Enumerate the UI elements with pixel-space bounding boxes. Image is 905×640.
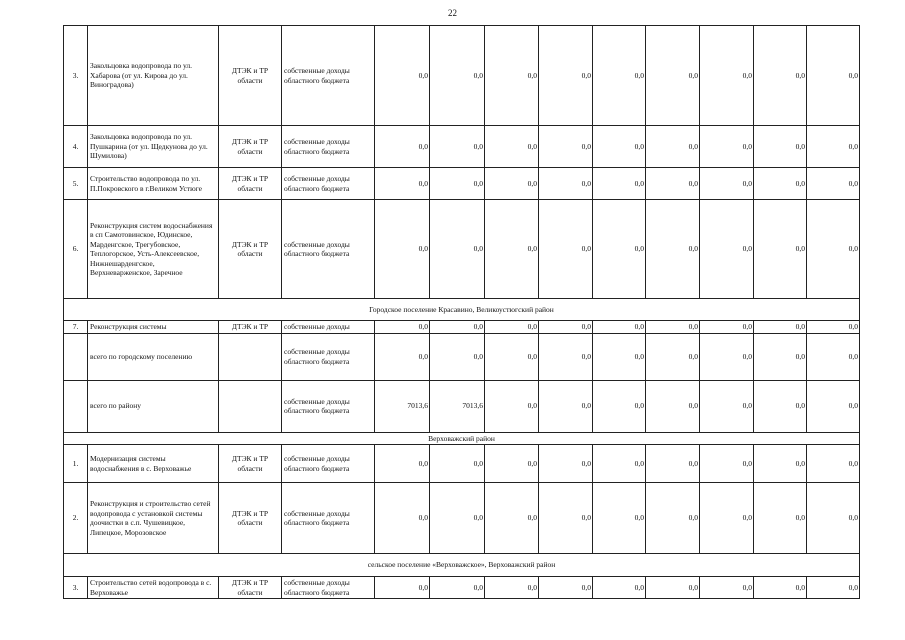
value-cell: 0,0 xyxy=(646,577,700,599)
value-cell: 0,0 xyxy=(375,577,430,599)
value-cell: 0,0 xyxy=(485,321,539,334)
value-cell: 0,0 xyxy=(593,321,646,334)
value-cell: 0,0 xyxy=(807,380,860,432)
value-cell: 0,0 xyxy=(430,26,485,126)
funding-source: собственные доходы областного бюджета xyxy=(282,333,375,380)
executor: ДТЭК и ТР области xyxy=(219,483,282,554)
table-row xyxy=(64,200,860,299)
value-cell: 0,0 xyxy=(430,483,485,554)
value-cell: 0,0 xyxy=(646,126,700,168)
section-title: сельское поселение «Верховажское», Верховажский район xyxy=(64,554,860,577)
value-cell: 0,0 xyxy=(646,26,700,126)
funding-source: собственные доходы областного бюджета xyxy=(282,126,375,168)
value-cell: 0,0 xyxy=(593,577,646,599)
table-row xyxy=(64,577,860,599)
row-number: 3. xyxy=(64,577,88,599)
section-row xyxy=(64,554,860,577)
value-cell: 0,0 xyxy=(485,483,539,554)
value-cell: 0,0 xyxy=(754,445,807,483)
value-cell: 0,0 xyxy=(807,445,860,483)
executor: ДТЭК и ТР области xyxy=(219,200,282,299)
table-row xyxy=(64,126,860,168)
measure-name: всего по району xyxy=(88,380,219,432)
value-cell: 0,0 xyxy=(485,126,539,168)
value-cell: 0,0 xyxy=(375,200,430,299)
value-cell: 0,0 xyxy=(700,577,754,599)
value-cell: 0,0 xyxy=(700,168,754,200)
executor xyxy=(219,333,282,380)
row-number: 1. xyxy=(64,445,88,483)
value-cell: 0,0 xyxy=(539,333,593,380)
value-cell: 0,0 xyxy=(430,445,485,483)
value-cell: 0,0 xyxy=(754,483,807,554)
funding-source: собственные доходы областного бюджета xyxy=(282,483,375,554)
funding-source: собственные доходы областного бюджета xyxy=(282,577,375,599)
row-number: 5. xyxy=(64,168,88,200)
section-row xyxy=(64,299,860,321)
row-number xyxy=(64,333,88,380)
value-cell: 0,0 xyxy=(375,168,430,200)
value-cell: 0,0 xyxy=(646,168,700,200)
page-number: 22 xyxy=(448,8,457,18)
value-cell: 0,0 xyxy=(430,126,485,168)
row-number: 3. xyxy=(64,26,88,126)
value-cell: 0,0 xyxy=(539,126,593,168)
value-cell: 0,0 xyxy=(700,483,754,554)
value-cell: 0,0 xyxy=(375,445,430,483)
funding-source: собственные доходы областного бюджета xyxy=(282,26,375,126)
table-row xyxy=(64,483,860,554)
measure-name: Реконструкция систем водоснабжения в сп Самотовинское, Юдинское, Марденгское, Трегубовское, Теплогорское, Усть-Алексеевское, Нижнешарденгское, Верхневарженское, Заречное xyxy=(88,200,219,299)
value-cell: 0,0 xyxy=(807,200,860,299)
value-cell: 0,0 xyxy=(807,577,860,599)
value-cell: 0,0 xyxy=(646,200,700,299)
value-cell: 0,0 xyxy=(646,333,700,380)
value-cell: 0,0 xyxy=(700,380,754,432)
executor: ДТЭК и ТР области xyxy=(219,26,282,126)
table-row xyxy=(64,380,860,432)
funding-source: собственные доходы областного бюджета xyxy=(282,380,375,432)
funding-source: собственные доходы xyxy=(282,321,375,334)
value-cell: 0,0 xyxy=(754,126,807,168)
section-row xyxy=(64,432,860,445)
value-cell: 0,0 xyxy=(700,126,754,168)
value-cell: 0,0 xyxy=(754,321,807,334)
value-cell: 0,0 xyxy=(754,200,807,299)
table-row xyxy=(64,445,860,483)
value-cell: 0,0 xyxy=(485,380,539,432)
value-cell: 0,0 xyxy=(754,333,807,380)
measure-name: Закольцовка водопровода по ул. Хабарова (от ул. Кирова до ул. Виноградова) xyxy=(88,26,219,126)
value-cell: 7013,6 xyxy=(430,380,485,432)
value-cell: 0,0 xyxy=(430,321,485,334)
table-row xyxy=(64,321,860,334)
measure-name: Строительство водопровода по ул. П.Покровского в г.Великом Устюге xyxy=(88,168,219,200)
value-cell: 0,0 xyxy=(807,321,860,334)
funding-source: собственные доходы областного бюджета xyxy=(282,445,375,483)
value-cell: 0,0 xyxy=(539,321,593,334)
value-cell: 0,0 xyxy=(700,445,754,483)
value-cell: 7013,6 xyxy=(375,380,430,432)
funding-source: собственные доходы областного бюджета xyxy=(282,200,375,299)
value-cell: 0,0 xyxy=(539,445,593,483)
row-number: 2. xyxy=(64,483,88,554)
row-number xyxy=(64,380,88,432)
value-cell: 0,0 xyxy=(754,26,807,126)
funding-source: собственные доходы областного бюджета xyxy=(282,168,375,200)
budget-table xyxy=(63,25,860,599)
value-cell: 0,0 xyxy=(375,126,430,168)
section-title: Городское поселение Красавино, Великоустюгский район xyxy=(64,299,860,321)
value-cell: 0,0 xyxy=(430,168,485,200)
value-cell: 0,0 xyxy=(485,26,539,126)
value-cell: 0,0 xyxy=(375,26,430,126)
value-cell: 0,0 xyxy=(593,380,646,432)
value-cell: 0,0 xyxy=(754,380,807,432)
value-cell: 0,0 xyxy=(807,333,860,380)
value-cell: 0,0 xyxy=(807,168,860,200)
value-cell: 0,0 xyxy=(807,26,860,126)
measure-name: Строительство сетей водопровода в с. Верховажье xyxy=(88,577,219,599)
value-cell: 0,0 xyxy=(593,200,646,299)
value-cell: 0,0 xyxy=(646,380,700,432)
measure-name: Закольцовка водопровода по ул. Пушкарина (от ул. Щедкунова до ул. Шумилова) xyxy=(88,126,219,168)
value-cell: 0,0 xyxy=(539,26,593,126)
value-cell: 0,0 xyxy=(430,333,485,380)
table-body xyxy=(64,26,860,599)
measure-name: всего по городскому поселению xyxy=(88,333,219,380)
value-cell: 0,0 xyxy=(700,26,754,126)
value-cell: 0,0 xyxy=(593,445,646,483)
value-cell: 0,0 xyxy=(485,168,539,200)
value-cell: 0,0 xyxy=(700,333,754,380)
value-cell: 0,0 xyxy=(646,445,700,483)
value-cell: 0,0 xyxy=(807,126,860,168)
table-row xyxy=(64,333,860,380)
value-cell: 0,0 xyxy=(485,333,539,380)
measure-name: Модернизация системы водоснабжения в с. Верховажье xyxy=(88,445,219,483)
value-cell: 0,0 xyxy=(754,577,807,599)
measure-name: Реконструкция системы xyxy=(88,321,219,334)
executor: ДТЭК и ТР области xyxy=(219,577,282,599)
value-cell: 0,0 xyxy=(539,200,593,299)
section-title: Верховажский район xyxy=(64,432,860,445)
executor: ДТЭК и ТР области xyxy=(219,126,282,168)
row-number: 6. xyxy=(64,200,88,299)
value-cell: 0,0 xyxy=(807,483,860,554)
value-cell: 0,0 xyxy=(375,483,430,554)
value-cell: 0,0 xyxy=(646,321,700,334)
value-cell: 0,0 xyxy=(375,333,430,380)
measure-name: Реконструкция и строительство сетей водопровода с установкой системы доочистки в с.п. Чушевицкое, Липецкое, Морозовское xyxy=(88,483,219,554)
value-cell: 0,0 xyxy=(593,126,646,168)
value-cell: 0,0 xyxy=(375,321,430,334)
executor xyxy=(219,380,282,432)
value-cell: 0,0 xyxy=(593,483,646,554)
value-cell: 0,0 xyxy=(754,168,807,200)
table-row xyxy=(64,168,860,200)
row-number: 7. xyxy=(64,321,88,334)
value-cell: 0,0 xyxy=(485,200,539,299)
executor: ДТЭК и ТР xyxy=(219,321,282,334)
value-cell: 0,0 xyxy=(700,321,754,334)
value-cell: 0,0 xyxy=(539,380,593,432)
table-row xyxy=(64,26,860,126)
value-cell: 0,0 xyxy=(593,333,646,380)
value-cell: 0,0 xyxy=(539,168,593,200)
value-cell: 0,0 xyxy=(700,200,754,299)
value-cell: 0,0 xyxy=(593,168,646,200)
value-cell: 0,0 xyxy=(430,577,485,599)
value-cell: 0,0 xyxy=(485,445,539,483)
value-cell: 0,0 xyxy=(539,483,593,554)
executor: ДТЭК и ТР области xyxy=(219,445,282,483)
value-cell: 0,0 xyxy=(593,26,646,126)
value-cell: 0,0 xyxy=(430,200,485,299)
row-number: 4. xyxy=(64,126,88,168)
value-cell: 0,0 xyxy=(485,577,539,599)
executor: ДТЭК и ТР области xyxy=(219,168,282,200)
value-cell: 0,0 xyxy=(646,483,700,554)
value-cell: 0,0 xyxy=(539,577,593,599)
